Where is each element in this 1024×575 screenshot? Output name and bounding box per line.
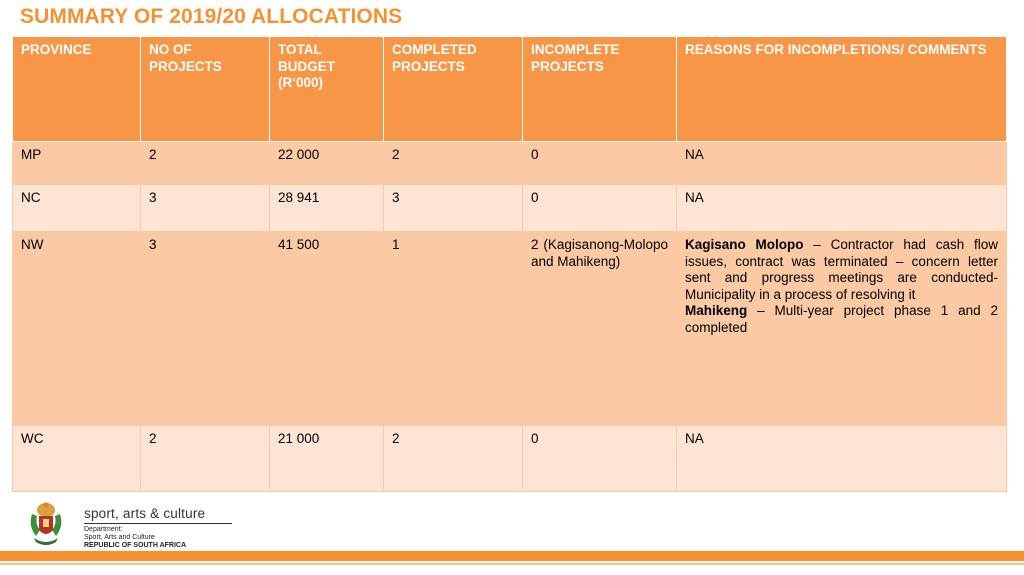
department-name: Sport, Arts and Culture — [84, 534, 155, 541]
footer-accent-line — [0, 563, 1024, 565]
cell-budget: 21 000 — [270, 426, 384, 492]
table-row — [13, 232, 1007, 426]
footer-accent-bar — [0, 551, 1024, 561]
cell-incomplete: 0 — [523, 185, 677, 232]
cell-projects: 2 — [141, 426, 270, 492]
cell-budget: 41 500 — [270, 232, 384, 426]
comment-kagisano — [685, 237, 998, 303]
cell-projects: 2 — [141, 142, 270, 185]
cell-completed: 2 — [384, 426, 523, 492]
department-label: Department: — [84, 526, 123, 533]
column-header-completed: COMPLETED PROJECTS — [384, 37, 523, 142]
comment-text: – Multi-year project phase 1 and 2 completed — [685, 303, 998, 335]
cell-incomplete: 0 — [523, 142, 677, 185]
table-header-row — [13, 37, 1007, 142]
comment-project-name: Kagisano Molopo — [685, 237, 804, 252]
column-header-budget: TOTAL BUDGET (R‘000) — [270, 37, 384, 142]
cell-projects: 3 — [141, 232, 270, 426]
cell-comments — [677, 232, 1007, 426]
cell-budget: 22 000 — [270, 142, 384, 185]
cell-incomplete: 2 (Kagisanong-Molopo and Mahikeng) — [523, 232, 677, 426]
cell-projects: 3 — [141, 185, 270, 232]
cell-comments: NA — [677, 185, 1007, 232]
column-header-comments: REASONS FOR INCOMPLETIONS/ COMMENTS — [677, 37, 1007, 142]
table-row — [13, 185, 1007, 232]
country-name: REPUBLIC OF SOUTH AFRICA — [84, 542, 187, 549]
cell-province: NW — [13, 232, 141, 426]
allocations-table — [12, 36, 1007, 492]
comment-text: – Contractor had cash flow issues, contract was terminated – concern letter sent and progress meetings are conducted- Municipality in a process of resolving it — [685, 237, 998, 302]
column-header-projects: NO OF PROJECTS — [141, 37, 270, 142]
table-row — [13, 426, 1007, 492]
brand-divider — [84, 523, 232, 524]
page-title: SUMMARY OF 2019/20 ALLOCATIONS — [20, 5, 403, 28]
cell-budget: 28 941 — [270, 185, 384, 232]
cell-province: MP — [13, 142, 141, 185]
cell-province: WC — [13, 426, 141, 492]
cell-comments: NA — [677, 426, 1007, 492]
cell-completed: 2 — [384, 142, 523, 185]
coat-of-arms-logo — [26, 500, 66, 548]
comment-project-name: Mahikeng — [685, 303, 748, 318]
cell-province: NC — [13, 185, 141, 232]
department-branding — [84, 506, 232, 550]
brand-name: sport, arts & culture — [84, 506, 206, 521]
cell-incomplete: 0 — [523, 426, 677, 492]
comment-mahikeng — [685, 303, 998, 336]
column-header-province: PROVINCE — [13, 37, 141, 142]
table-row — [13, 142, 1007, 185]
cell-comments: NA — [677, 142, 1007, 185]
cell-completed: 3 — [384, 185, 523, 232]
column-header-incomplete: INCOMPLETE PROJECTS — [523, 37, 677, 142]
cell-completed: 1 — [384, 232, 523, 426]
